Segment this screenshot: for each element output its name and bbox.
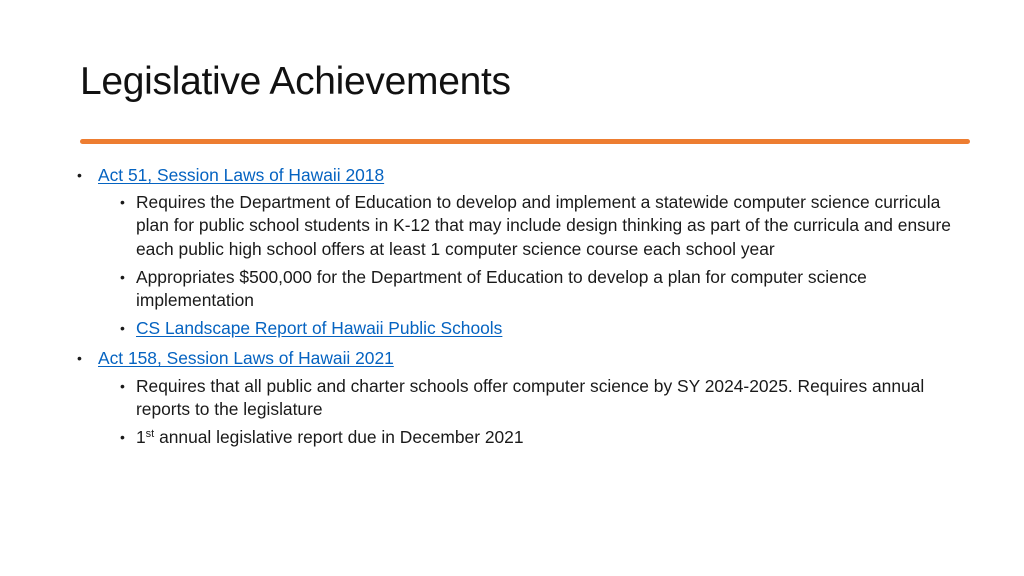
list-item-curricula-plan bbox=[98, 191, 976, 261]
cs-requirement-text: Requires that all public and charter schools offer computer science by SY 2024-2025. Requires annual reports to the legislature bbox=[136, 375, 925, 419]
bullet-icon: • bbox=[120, 194, 125, 211]
act-158-link[interactable]: Act 158, Session Laws of Hawaii 2021 bbox=[98, 348, 394, 369]
ordinal-number: 1 bbox=[136, 427, 146, 448]
list-item-act-51 bbox=[76, 164, 976, 340]
list-item-act-158 bbox=[76, 347, 976, 449]
bullet-icon: • bbox=[120, 268, 125, 285]
annual-report-description: annual legislative report due in December 2021 bbox=[154, 427, 524, 448]
bullet-icon: • bbox=[120, 377, 125, 394]
curricula-plan-text: Requires the Department of Education to develop and implement a statewide computer science curricula plan for public school students in K-12 that may include design thinking as part of the curricula and ensure each public high school offers at least 1 computer science course each school year bbox=[136, 192, 951, 259]
title-divider bbox=[80, 139, 970, 144]
slide-title: Legislative Achievements bbox=[80, 60, 511, 103]
sub-bullet-list bbox=[98, 375, 976, 450]
list-item-landscape-report bbox=[98, 317, 976, 340]
sub-bullet-list bbox=[98, 191, 976, 340]
annual-report-text bbox=[136, 427, 524, 447]
list-item-appropriation bbox=[98, 266, 976, 312]
bullet-icon: • bbox=[77, 350, 82, 367]
bullet-list bbox=[76, 164, 976, 449]
bullet-icon: • bbox=[77, 167, 82, 183]
cs-landscape-report-link[interactable]: CS Landscape Report of Hawaii Public Schools bbox=[136, 318, 503, 339]
list-item-cs-requirement bbox=[98, 375, 976, 421]
appropriation-text: Appropriates $500,000 for the Department of Education to develop a plan for computer science implementation bbox=[136, 266, 867, 311]
act-51-link[interactable]: Act 51, Session Laws of Hawaii 2018 bbox=[98, 165, 385, 185]
slide-content bbox=[76, 164, 976, 456]
bullet-icon: • bbox=[120, 429, 125, 446]
bullet-icon: • bbox=[120, 320, 125, 337]
ordinal-suffix: st bbox=[145, 428, 155, 441]
list-item-annual-report bbox=[98, 426, 976, 449]
